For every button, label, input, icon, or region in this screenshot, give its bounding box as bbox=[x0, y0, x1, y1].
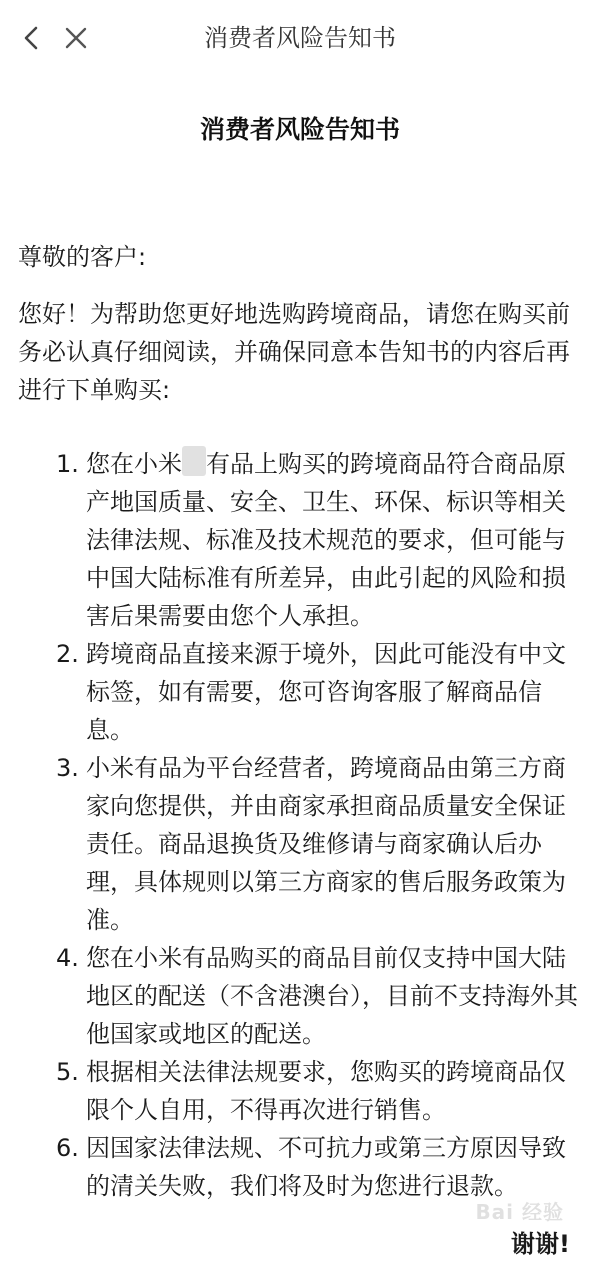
document-body bbox=[18, 110, 582, 1205]
item-text: 小米有品为平台经营者，跨境商品由第三方商家向您提供，并由商家承担商品质量安全保证责任。商品退换货及维修请与商家确认后办理，具体规则以第三方商家的售后服务政策为准。 bbox=[86, 754, 566, 934]
intro-paragraph: 您好！为帮助您更好地选购跨境商品，请您在购买前务必认真仔细阅读，并确保同意本告知书的内容后再进行下单购买: bbox=[18, 300, 570, 404]
item-text: 根据相关法律法规要求，您购买的跨境商品仅限个人自用，不得再次进行销售。 bbox=[86, 1058, 566, 1124]
watermark: Bai 经验 bbox=[475, 1200, 564, 1224]
item-number: 6. bbox=[56, 1134, 79, 1162]
item-text: 您在小米有品购买的商品目前仅支持中国大陆地区的配送（不含港澳台），目前不支持海外其他国家或地区的配送。 bbox=[86, 944, 578, 1048]
item-text bbox=[86, 445, 582, 635]
list-item bbox=[18, 635, 582, 749]
terms-list bbox=[18, 445, 582, 1205]
closing-thanks: 谢谢! bbox=[511, 1230, 570, 1258]
list-item bbox=[18, 445, 582, 635]
document-title: 消费者风险告知书 bbox=[199, 115, 400, 144]
greeting: 尊敬的客户: bbox=[18, 243, 147, 271]
redaction-blur bbox=[182, 446, 206, 476]
item-number: 5. bbox=[56, 1058, 79, 1086]
item-text: 跨境商品直接来源于境外，因此可能没有中文标签，如有需要，您可咨询客服了解商品信息。 bbox=[86, 640, 566, 744]
item-text-part: 有品上购买的跨境商品符合商品原产地国质量、安全、卫生、环保、标识等相关法律法规、标准及技术规范的要求，但可能与中国大陆标准有所差异，由此引起的风险和损害后果需要由您个人承担。 bbox=[86, 450, 566, 630]
item-number: 2. bbox=[56, 640, 79, 668]
item-number: 4. bbox=[56, 944, 79, 972]
list-item bbox=[18, 939, 582, 1053]
top-nav-bar bbox=[0, 0, 600, 76]
item-number: 3. bbox=[56, 754, 79, 782]
list-item bbox=[18, 1129, 582, 1205]
item-text-part: 您在小米 bbox=[86, 450, 182, 478]
list-item bbox=[18, 749, 582, 939]
item-number: 1. bbox=[56, 450, 79, 478]
nav-title: 消费者风险告知书 bbox=[204, 24, 396, 52]
list-item bbox=[18, 1053, 582, 1129]
item-text: 因国家法律法规、不可抗力或第三方原因导致的清关失败，我们将及时为您进行退款。 bbox=[86, 1134, 566, 1200]
